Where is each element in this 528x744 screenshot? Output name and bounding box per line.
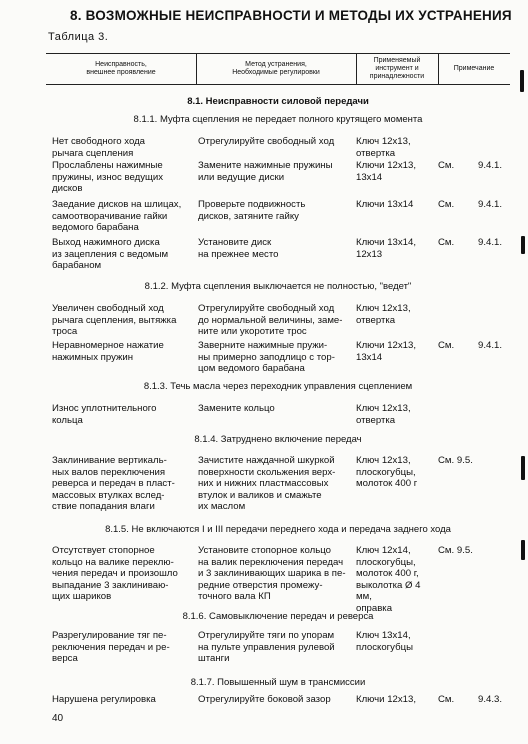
table-header [46,53,510,85]
scan-mark [521,456,525,480]
tool-cell: Ключ 12х14, плоскогубцы, молоток 400 г, выколотка Ø 4 мм, оправка [356,545,421,614]
fault-cell: Выход нажимного диска из зацепления с ведомым барабаном [52,237,169,272]
method-cell: Отрегулируйте боковой зазор [198,694,331,705]
page-number: 40 [52,713,64,724]
subsection-heading: 8.1.1. Муфта сцепления не передает полного крутящего момента [133,114,423,125]
see-cell: См. [438,237,455,248]
method-cell: Отрегулируйте свободный ход до нормальной величины, заме- ните или укоротите трос [198,303,343,338]
subsection-heading: 8.1.7. Повышенный шум в трансмиссии [190,677,366,688]
table-label: Таблица 3. [48,31,109,43]
subsection-heading: 8.1.3. Течь масла через переходник управления сцеплением [143,381,413,392]
ref-cell: 9.4.3. [478,694,503,705]
see-cell: См. 9.5. [438,545,473,556]
scan-mark [521,540,525,560]
see-cell: См. [438,340,455,351]
page-title: 8. ВОЗМОЖНЫЕ НЕИСПРАВНОСТИ И МЕТОДЫ ИХ УСТРАНЕНИЯ [70,8,512,23]
method-cell: Проверьте подвижность дисков, затяните гайку [198,199,306,222]
tool-cell: Ключи 12х13, [356,694,416,705]
tool-cell: Ключ 13х14, плоскогубцы [356,630,413,653]
section-heading: 8.1. Неисправности силовой передачи [187,96,369,107]
tool-cell: Ключи 13х14, 12х13 [356,237,416,260]
subsection-heading: 8.1.6. Самовыключение передач и реверса [182,611,374,622]
header-note: Примечание [453,65,495,72]
see-cell: См. [438,694,455,705]
method-cell: Установите диск на прежнее место [198,237,279,260]
tool-cell: Ключ 12х13, отвертка [356,403,411,426]
tool-cell: Ключи 13х14 [356,199,414,210]
fault-cell: Заклинивание вертикаль- ных валов переключения реверса и передач в пласт- массовых втулках вслед- ствие попадания влаги [52,455,175,513]
fault-cell: Нет свободного хода рычага сцепления [52,136,146,159]
tool-cell: Ключи 12х13, 13х14 [356,340,416,363]
fault-cell: Неравномерное нажатие нажимных пружин [52,340,164,363]
see-cell: См. [438,199,455,210]
ref-cell: 9.4.1. [478,237,503,248]
fault-cell: Износ уплотнительного кольца [52,403,157,426]
fault-cell: Отсутствует стопорное кольцо на валике переклю- чения передач и произошло выпадание 3 заклиниваю- щих шариков [52,545,178,603]
see-cell: См. 9.5. [438,455,473,466]
tool-cell: Ключи 12х13, 13х14 [356,160,416,183]
ref-cell: 9.4.1. [478,160,503,171]
method-cell: Заверните нажимные пружи- ны примерно заподлицо с тор- цом ведомого барабана [198,340,335,375]
fault-cell: Нарушена регулировка [52,694,156,705]
method-cell: Отрегулируйте свободный ход [198,136,335,147]
ref-cell: 9.4.1. [478,340,503,351]
tool-cell: Ключ 12х13, отвертка [356,136,411,159]
fault-cell: Разрегулирование тяг пе- реключения передач и ре- верса [52,630,170,665]
fault-cell: Заедание дисков на шлицах, самоотворачивание гайки ведомого барабана [52,199,182,234]
header-fault: Неисправность, внешнее проявление [86,61,156,76]
tool-cell: Ключ 12х13, отвертка [356,303,411,326]
method-cell: Отрегулируйте тяги по упорам на пульте управления рулевой штанги [198,630,335,665]
method-cell: Установите стопорное кольцо на валик переключения передач и 3 заклинивающих шарика в пе- редние отверстия промежу- точного вала КП [198,545,346,603]
subsection-heading: 8.1.5. Не включаются I и III передачи переднего хода и передача заднего хода [105,524,451,535]
ref-cell: 9.4.1. [478,199,503,210]
method-cell: Замените нажимные пружины или ведущие диски [198,160,333,183]
scan-mark [521,236,525,254]
subsection-heading: 8.1.4. Затруднено включение передач [194,434,362,445]
fault-cell: Увеличен свободный ход рычага сцепления, вытяжка троса [52,303,177,338]
see-cell: См. [438,160,455,171]
subsection-heading: 8.1.2. Муфта сцепления выключается не полностью, "ведет" [144,281,412,292]
fault-cell: Прослаблены нажимные пружины, износ ведущих дисков [52,160,164,195]
header-method: Метод устранения, Необходимые регулировки [232,61,320,76]
method-cell: Замените кольцо [198,403,275,414]
method-cell: Зачистите наждачной шкуркой поверхности скольжения верх- них и нижних пластмассовых втулок и валиков и смажьте их маслом [198,455,336,513]
tool-cell: Ключ 12х13, плоскогубцы, молоток 400 г [356,455,418,490]
scan-mark [520,70,524,92]
header-tool: Применяемый инструмент и принадлежности [369,57,425,80]
